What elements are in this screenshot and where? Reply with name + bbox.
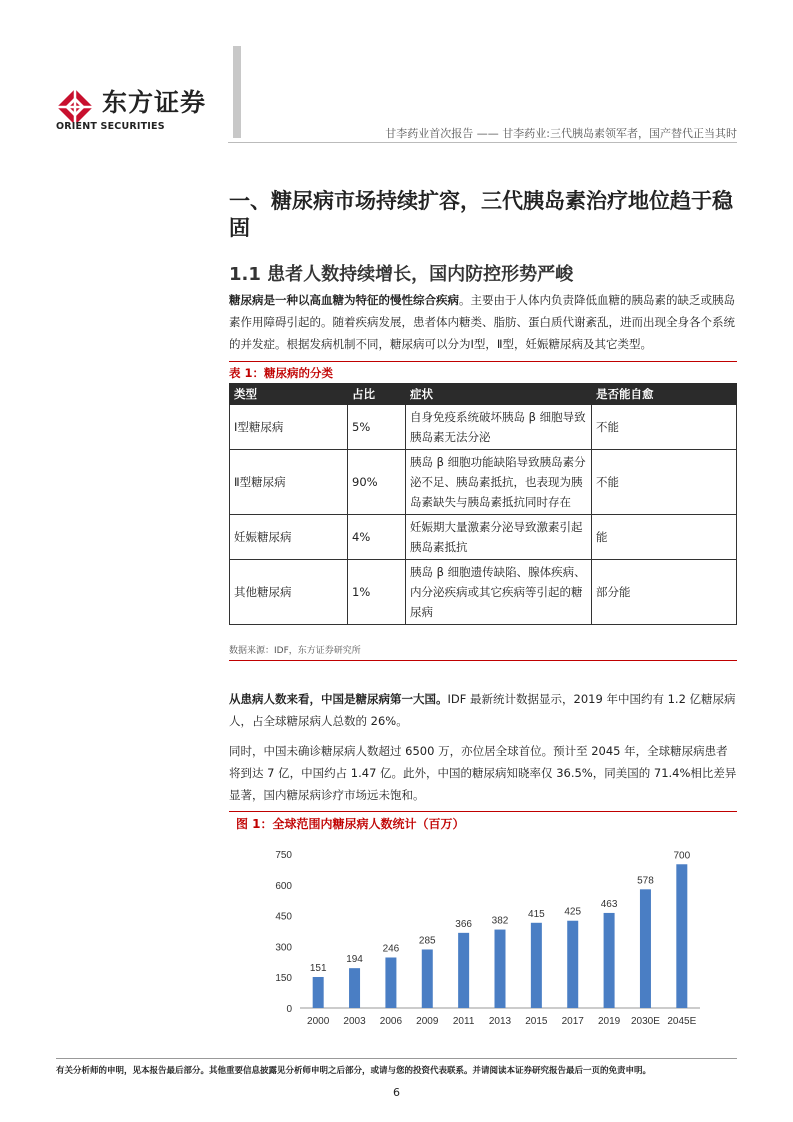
header-type: 类型 — [230, 384, 348, 405]
patients-text: IDF 最新统计数据显示，2019 年中国约有 1.2 亿糖尿病人，占全球糖尿病人总数的 26%。 — [229, 692, 736, 728]
table-row — [230, 405, 737, 450]
y-tick-label: 750 — [275, 850, 292, 861]
footer-disclaimer: 有关分析师的申明，见本报告最后部分。其他重要信息披露见分析师申明之后部分，或请与您的投资代表联系。并请阅读本证券研究报告最后一页的免责申明。 — [56, 1066, 652, 1076]
x-tick-label: 2013 — [488, 1016, 512, 1027]
header-gray-bar — [233, 46, 241, 138]
cell-share: 4% — [348, 515, 406, 560]
cell-symptom: 胰岛 β 细胞功能缺陷导致胰岛素分泌不足、胰岛素抵抗，也表现为胰岛素缺失与胰岛素抵抗同时存在 — [406, 450, 592, 515]
table-title: 表 1：糖尿病的分类 — [229, 361, 737, 384]
table-source: 数据来源：IDF，东方证券研究所 — [229, 646, 361, 656]
cell-type: Ⅱ型糖尿病 — [230, 450, 348, 515]
cell-cure: 能 — [592, 515, 737, 560]
intro-text: 。主要由于人体内负责降低血糖的胰岛素的缺乏或胰岛素作用障碍引起的。随着疾病发展，患者体内糖类、脂肪、蛋白质代谢紊乱，进而出现全身各个系统的并发症。根据发病机制不同，糖尿病可以分为Ⅰ型，Ⅱ型，妊娠糖尿病及其它类型。 — [229, 293, 735, 351]
x-tick-label: 2019 — [597, 1016, 621, 1027]
table-row — [230, 515, 737, 560]
running-head: 甘李药业首次报告 —— 甘李药业:三代胰岛素领军者，国产替代正当其时 — [385, 127, 737, 140]
cell-share: 90% — [348, 450, 406, 515]
table-header-row — [230, 384, 737, 405]
header-symptom: 症状 — [406, 384, 592, 405]
bar — [531, 923, 542, 1008]
company-logo — [56, 88, 226, 134]
logo-english-name: ORIENT SECURITIES — [56, 121, 165, 132]
x-tick-label: 2009 — [416, 1016, 439, 1027]
bar-value-label: 382 — [491, 915, 509, 927]
x-tick-label: 2017 — [561, 1016, 584, 1027]
bar — [640, 889, 651, 1008]
y-tick-label: 300 — [275, 942, 292, 954]
logo-chinese-name: 东方证券 — [102, 88, 207, 117]
header-cure: 是否能自愈 — [592, 384, 737, 405]
header-share: 占比 — [348, 384, 406, 405]
x-tick-label: 2011 — [452, 1016, 475, 1027]
bar — [495, 930, 506, 1008]
header-rule — [228, 142, 737, 143]
bar-value-label: 285 — [418, 935, 436, 947]
x-tick-label: 2003 — [343, 1016, 366, 1027]
bar-value-label: 700 — [673, 850, 691, 862]
cell-symptom: 自身免疫系统破坏胰岛 β 细胞导致胰岛素无法分泌 — [406, 405, 592, 450]
figure-title: 图 1：全球范围内糖尿病人数统计（百万） — [236, 817, 465, 831]
y-tick-label: 0 — [286, 1004, 292, 1015]
page-number: 6 — [393, 1086, 400, 1099]
x-tick-label: 2015 — [525, 1016, 548, 1027]
diabetes-classification-table — [229, 383, 737, 625]
intro-bold-lead: 糖尿病是一种以高血糖为特征的慢性综合疾病 — [229, 293, 459, 307]
bar — [422, 949, 433, 1008]
section-heading: 一、糖尿病市场持续扩容，三代胰岛素治疗地位趋于稳固 — [229, 189, 733, 240]
bar-value-label: 194 — [346, 954, 363, 966]
cell-type: 其他糖尿病 — [230, 560, 348, 625]
bar-value-label: 151 — [309, 962, 327, 974]
undiagnosed-paragraph: 同时，中国未确诊糖尿病人数超过 6500 万，亦位居全球首位。预计至 2045 年，全球糖尿病患者将到达 7 亿，中国约占 1.47 亿。此外，中国的糖尿病知晓率仅 36.5%，同美国的 71.4%相比差异显著，国内糖尿病诊疗市场远未饱和。 — [229, 744, 737, 802]
y-tick-label: 450 — [275, 911, 292, 923]
diabetes-patients-bar-chart — [260, 840, 710, 1035]
patients-paragraph — [229, 688, 737, 732]
bar-value-label: 366 — [455, 918, 472, 930]
table-row — [230, 560, 737, 625]
bar — [458, 933, 469, 1008]
patients-bold-lead: 从患病人数来看，中国是糖尿病第一大国。 — [229, 692, 448, 706]
x-tick-label: 2045E — [667, 1016, 697, 1027]
cell-cure: 部分能 — [592, 560, 737, 625]
footer-rule — [56, 1058, 737, 1059]
subsection-heading: 1.1 患者人数持续增长，国内防控形势严峻 — [229, 264, 574, 285]
table-bottom-rule — [229, 660, 737, 661]
bar — [313, 977, 324, 1008]
cell-symptom: 妊娠期大量激素分泌导致激素引起胰岛素抵抗 — [406, 515, 592, 560]
bar — [567, 921, 578, 1008]
bar-value-label: 425 — [564, 906, 582, 918]
x-tick-label: 2000 — [307, 1016, 330, 1027]
cell-cure: 不能 — [592, 405, 737, 450]
figure-top-rule — [229, 811, 737, 812]
x-tick-label: 2030E — [630, 1016, 660, 1027]
table-row — [230, 450, 737, 515]
cell-symptom: 胰岛 β 细胞遗传缺陷、腺体疾病、内分泌疾病或其它疾病等引起的糖尿病 — [406, 560, 592, 625]
bar-value-label: 415 — [528, 908, 545, 920]
bar — [604, 913, 615, 1008]
y-tick-label: 150 — [275, 973, 292, 985]
cell-type: Ⅰ型糖尿病 — [230, 405, 348, 450]
bar-value-label: 463 — [600, 898, 618, 910]
bar — [385, 957, 396, 1008]
cell-share: 1% — [348, 560, 406, 625]
intro-paragraph — [229, 289, 737, 355]
cell-cure: 不能 — [592, 450, 737, 515]
bar-value-label: 246 — [382, 943, 400, 955]
cell-type: 妊娠糖尿病 — [230, 515, 348, 560]
y-tick-label: 600 — [275, 880, 292, 892]
cell-share: 5% — [348, 405, 406, 450]
x-tick-label: 2006 — [379, 1016, 403, 1027]
bar — [676, 864, 687, 1008]
bar-value-label: 578 — [637, 875, 654, 887]
bar — [349, 968, 360, 1008]
